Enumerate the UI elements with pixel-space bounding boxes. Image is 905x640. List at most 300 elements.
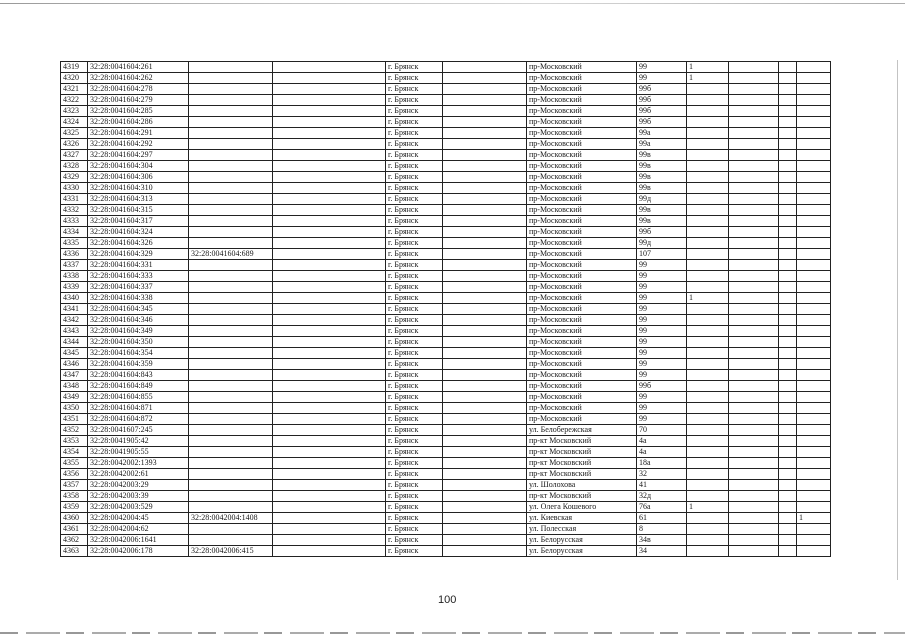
cell-flag: 1: [687, 293, 729, 304]
cell-linked-cadastral-number: [189, 535, 273, 546]
cell-house-number: 99: [637, 414, 687, 425]
cell-empty: [273, 359, 386, 370]
cell-flag: [729, 238, 779, 249]
cell-flag: [797, 216, 831, 227]
cell-cadastral-number: 32:28:0041604:315: [88, 205, 189, 216]
cell-empty: [273, 84, 386, 95]
cell-flag: [687, 260, 729, 271]
cell-empty: [443, 150, 527, 161]
table-row: [61, 502, 831, 513]
cell-record-number: 4358: [61, 491, 88, 502]
cell-empty: [443, 337, 527, 348]
cell-empty: [273, 315, 386, 326]
cell-empty: [443, 84, 527, 95]
cell-street: пр-Московский: [527, 128, 637, 139]
cell-flag: [687, 194, 729, 205]
cell-flag: [797, 392, 831, 403]
cell-flag: [779, 502, 797, 513]
cell-cadastral-number: 32:28:0041604:849: [88, 381, 189, 392]
cell-empty: [443, 271, 527, 282]
cell-record-number: 4329: [61, 172, 88, 183]
cell-flag: [779, 62, 797, 73]
cell-empty: [443, 425, 527, 436]
cell-flag: [797, 161, 831, 172]
cell-linked-cadastral-number: [189, 392, 273, 403]
cell-record-number: 4360: [61, 513, 88, 524]
cell-house-number: 99: [637, 304, 687, 315]
cell-flag: [729, 359, 779, 370]
cell-record-number: 4338: [61, 271, 88, 282]
cell-street: пр-кт Московский: [527, 458, 637, 469]
cell-flag: [797, 150, 831, 161]
cell-house-number: 99: [637, 62, 687, 73]
cell-empty: [273, 535, 386, 546]
cell-cadastral-number: 32:28:0042003:29: [88, 480, 189, 491]
cell-flag: 1: [687, 502, 729, 513]
cell-city: г. Брянск: [386, 293, 443, 304]
cell-street: пр-кт Московский: [527, 491, 637, 502]
cell-flag: [779, 238, 797, 249]
cell-city: г. Брянск: [386, 337, 443, 348]
cell-flag: [797, 260, 831, 271]
cell-cadastral-number: 32:28:0042006:1641: [88, 535, 189, 546]
table-row: [61, 238, 831, 249]
cell-linked-cadastral-number: [189, 370, 273, 381]
cell-flag: [779, 172, 797, 183]
cell-empty: [443, 513, 527, 524]
cell-cadastral-number: 32:28:0041905:55: [88, 447, 189, 458]
cell-house-number: 99д: [637, 194, 687, 205]
cell-record-number: 4335: [61, 238, 88, 249]
cell-city: г. Брянск: [386, 535, 443, 546]
cell-street: пр-Московский: [527, 271, 637, 282]
cell-flag: [779, 73, 797, 84]
cell-city: г. Брянск: [386, 502, 443, 513]
cell-empty: [443, 128, 527, 139]
cell-flag: [687, 304, 729, 315]
cell-flag: [729, 480, 779, 491]
cell-flag: [779, 293, 797, 304]
table-row: [61, 227, 831, 238]
cell-city: г. Брянск: [386, 216, 443, 227]
page-number: 100: [438, 594, 457, 606]
cell-cadastral-number: 32:28:0041604:262: [88, 73, 189, 84]
cell-house-number: 61: [637, 513, 687, 524]
cell-flag: [797, 502, 831, 513]
cell-linked-cadastral-number: [189, 128, 273, 139]
cell-street: пр-Московский: [527, 106, 637, 117]
cell-record-number: 4342: [61, 315, 88, 326]
table-row: [61, 403, 831, 414]
cell-flag: [729, 106, 779, 117]
cell-city: г. Брянск: [386, 84, 443, 95]
cell-flag: [729, 271, 779, 282]
cell-city: г. Брянск: [386, 458, 443, 469]
cell-house-number: 99б: [637, 381, 687, 392]
cell-flag: [797, 271, 831, 282]
cell-empty: [273, 194, 386, 205]
cell-city: г. Брянск: [386, 260, 443, 271]
cell-linked-cadastral-number: [189, 205, 273, 216]
cell-flag: [797, 238, 831, 249]
cell-record-number: 4340: [61, 293, 88, 304]
cell-flag: [729, 491, 779, 502]
cell-city: г. Брянск: [386, 150, 443, 161]
cell-empty: [273, 392, 386, 403]
cell-flag: [779, 491, 797, 502]
cell-flag: [779, 282, 797, 293]
cell-flag: [797, 535, 831, 546]
table-row: [61, 194, 831, 205]
cell-cadastral-number: 32:28:0041604:349: [88, 326, 189, 337]
cell-flag: [729, 392, 779, 403]
cell-record-number: 4361: [61, 524, 88, 535]
cell-city: г. Брянск: [386, 128, 443, 139]
cell-flag: [687, 216, 729, 227]
cell-empty: [273, 513, 386, 524]
cell-flag: [797, 458, 831, 469]
cell-flag: [729, 73, 779, 84]
cell-city: г. Брянск: [386, 249, 443, 260]
cell-house-number: 99: [637, 293, 687, 304]
table-row: [61, 282, 831, 293]
cell-record-number: 4346: [61, 359, 88, 370]
cell-record-number: 4323: [61, 106, 88, 117]
cell-flag: [779, 161, 797, 172]
table-row: [61, 62, 831, 73]
cell-flag: [729, 535, 779, 546]
cell-cadastral-number: 32:28:0041905:42: [88, 436, 189, 447]
cell-flag: [797, 304, 831, 315]
cell-house-number: 99в: [637, 183, 687, 194]
cell-flag: [687, 392, 729, 403]
cell-flag: [687, 370, 729, 381]
table-row: [61, 370, 831, 381]
cell-flag: [779, 480, 797, 491]
cell-linked-cadastral-number: [189, 282, 273, 293]
cell-cadastral-number: 32:28:0041604:285: [88, 106, 189, 117]
cell-flag: [797, 403, 831, 414]
cell-flag: [797, 546, 831, 557]
cell-record-number: 4327: [61, 150, 88, 161]
cell-flag: [797, 480, 831, 491]
cell-record-number: 4330: [61, 183, 88, 194]
cell-empty: [443, 293, 527, 304]
cell-flag: [797, 469, 831, 480]
cell-record-number: 4334: [61, 227, 88, 238]
cell-city: г. Брянск: [386, 370, 443, 381]
cell-empty: [273, 238, 386, 249]
cell-linked-cadastral-number: [189, 304, 273, 315]
cell-street: ул. Полесская: [527, 524, 637, 535]
table-row: [61, 117, 831, 128]
cell-house-number: 99в: [637, 161, 687, 172]
cell-linked-cadastral-number: 32:28:0042006:415: [189, 546, 273, 557]
table-row: [61, 348, 831, 359]
cell-city: г. Брянск: [386, 282, 443, 293]
cell-flag: [729, 370, 779, 381]
cell-cadastral-number: 32:28:0041604:292: [88, 139, 189, 150]
cell-empty: [273, 414, 386, 425]
cell-linked-cadastral-number: [189, 381, 273, 392]
cell-street: пр-кт Московский: [527, 447, 637, 458]
cell-flag: [779, 150, 797, 161]
cell-record-number: 4353: [61, 436, 88, 447]
cell-cadastral-number: 32:28:0041604:329: [88, 249, 189, 260]
cell-empty: [273, 370, 386, 381]
cell-empty: [273, 458, 386, 469]
cell-empty: [443, 216, 527, 227]
cell-flag: [729, 293, 779, 304]
table-row: [61, 205, 831, 216]
cell-cadastral-number: 32:28:0041604:324: [88, 227, 189, 238]
cell-flag: [729, 458, 779, 469]
cell-city: г. Брянск: [386, 106, 443, 117]
cell-empty: [443, 249, 527, 260]
cell-flag: [729, 183, 779, 194]
cell-flag: [779, 337, 797, 348]
cell-linked-cadastral-number: [189, 84, 273, 95]
cell-flag: [797, 359, 831, 370]
cell-empty: [273, 326, 386, 337]
cell-street: пр-Московский: [527, 293, 637, 304]
cell-flag: [779, 95, 797, 106]
cell-city: г. Брянск: [386, 326, 443, 337]
cell-flag: [797, 414, 831, 425]
cell-city: г. Брянск: [386, 161, 443, 172]
cell-empty: [273, 524, 386, 535]
cell-flag: [687, 425, 729, 436]
cell-flag: [779, 403, 797, 414]
table-row: [61, 183, 831, 194]
cell-street: ул. Олега Кошевого: [527, 502, 637, 513]
cell-cadastral-number: 32:28:0042002:1393: [88, 458, 189, 469]
cell-city: г. Брянск: [386, 62, 443, 73]
cell-cadastral-number: 32:28:0041604:338: [88, 293, 189, 304]
cell-street: пр-Московский: [527, 216, 637, 227]
cell-flag: [687, 282, 729, 293]
cell-street: пр-Московский: [527, 337, 637, 348]
cell-flag: [687, 447, 729, 458]
cell-flag: [779, 425, 797, 436]
cell-flag: [797, 95, 831, 106]
table-row: [61, 172, 831, 183]
cell-empty: [273, 282, 386, 293]
cell-house-number: 107: [637, 249, 687, 260]
cell-city: г. Брянск: [386, 491, 443, 502]
cell-flag: [687, 249, 729, 260]
cell-house-number: 18а: [637, 458, 687, 469]
cell-flag: [779, 436, 797, 447]
cell-empty: [443, 458, 527, 469]
cell-flag: [729, 172, 779, 183]
table-row: [61, 535, 831, 546]
cell-flag: [687, 513, 729, 524]
table-row: [61, 150, 831, 161]
cell-flag: [729, 524, 779, 535]
cell-city: г. Брянск: [386, 117, 443, 128]
cell-flag: [729, 84, 779, 95]
cell-flag: [687, 106, 729, 117]
cell-flag: [729, 205, 779, 216]
cell-flag: [687, 117, 729, 128]
cell-record-number: 4324: [61, 117, 88, 128]
table-row: [61, 546, 831, 557]
cell-record-number: 4319: [61, 62, 88, 73]
cell-flag: [797, 205, 831, 216]
cell-empty: [443, 546, 527, 557]
cell-flag: [779, 469, 797, 480]
scan-border-bottom: [0, 632, 905, 634]
cell-empty: [273, 480, 386, 491]
cell-city: г. Брянск: [386, 436, 443, 447]
cell-flag: [797, 293, 831, 304]
cell-empty: [443, 436, 527, 447]
cell-flag: [729, 414, 779, 425]
cell-flag: [779, 326, 797, 337]
cell-flag: [687, 524, 729, 535]
cell-cadastral-number: 32:28:0041604:306: [88, 172, 189, 183]
scan-border-right: [897, 60, 898, 580]
cell-empty: [273, 502, 386, 513]
cell-flag: [779, 546, 797, 557]
cell-record-number: 4363: [61, 546, 88, 557]
cell-flag: [779, 381, 797, 392]
cell-linked-cadastral-number: [189, 238, 273, 249]
cell-flag: [729, 227, 779, 238]
cell-street: пр-Московский: [527, 205, 637, 216]
cell-flag: [779, 359, 797, 370]
cell-empty: [443, 183, 527, 194]
cell-city: г. Брянск: [386, 469, 443, 480]
cell-empty: [443, 502, 527, 513]
cell-street: пр-Московский: [527, 282, 637, 293]
cell-linked-cadastral-number: [189, 227, 273, 238]
cell-flag: [687, 381, 729, 392]
cell-flag: [779, 117, 797, 128]
cell-linked-cadastral-number: [189, 480, 273, 491]
table-row: [61, 73, 831, 84]
cell-street: пр-Московский: [527, 326, 637, 337]
cell-empty: [443, 95, 527, 106]
cell-cadastral-number: 32:28:0042003:39: [88, 491, 189, 502]
cell-empty: [273, 304, 386, 315]
cell-house-number: 99: [637, 348, 687, 359]
cell-cadastral-number: 32:28:0041604:350: [88, 337, 189, 348]
cell-flag: [797, 249, 831, 260]
cell-flag: [729, 326, 779, 337]
cell-cadastral-number: 32:28:0041604:359: [88, 359, 189, 370]
cell-street: пр-Московский: [527, 315, 637, 326]
cell-linked-cadastral-number: [189, 403, 273, 414]
cell-city: г. Брянск: [386, 392, 443, 403]
cell-linked-cadastral-number: 32:28:0041604:689: [189, 249, 273, 260]
cell-street: пр-Московский: [527, 161, 637, 172]
cell-flag: [779, 194, 797, 205]
table-row: [61, 128, 831, 139]
cell-empty: [273, 337, 386, 348]
cell-street: пр-Московский: [527, 370, 637, 381]
cell-house-number: 4а: [637, 436, 687, 447]
cell-linked-cadastral-number: [189, 414, 273, 425]
table-row: [61, 216, 831, 227]
cell-flag: [797, 117, 831, 128]
cell-cadastral-number: 32:28:0041604:855: [88, 392, 189, 403]
table-row: [61, 106, 831, 117]
cell-city: г. Брянск: [386, 414, 443, 425]
cell-flag: [687, 348, 729, 359]
cell-cadastral-number: 32:28:0041604:278: [88, 84, 189, 95]
cell-record-number: 4343: [61, 326, 88, 337]
table-row: [61, 480, 831, 491]
cell-flag: [687, 271, 729, 282]
cell-flag: [779, 348, 797, 359]
cell-flag: [729, 249, 779, 260]
cell-linked-cadastral-number: [189, 447, 273, 458]
cell-house-number: 99в: [637, 150, 687, 161]
cell-city: г. Брянск: [386, 183, 443, 194]
cell-flag: [779, 271, 797, 282]
cell-linked-cadastral-number: [189, 271, 273, 282]
cell-linked-cadastral-number: [189, 524, 273, 535]
cell-flag: [729, 304, 779, 315]
cell-record-number: 4320: [61, 73, 88, 84]
cell-empty: [273, 469, 386, 480]
cell-empty: [443, 304, 527, 315]
cell-flag: [729, 117, 779, 128]
cell-flag: [687, 84, 729, 95]
cell-empty: [443, 403, 527, 414]
cell-flag: [797, 139, 831, 150]
cell-linked-cadastral-number: [189, 491, 273, 502]
cell-empty: [273, 436, 386, 447]
cell-flag: [779, 513, 797, 524]
cell-city: г. Брянск: [386, 315, 443, 326]
cell-linked-cadastral-number: [189, 183, 273, 194]
table-row: [61, 293, 831, 304]
cell-flag: [797, 315, 831, 326]
cell-empty: [273, 205, 386, 216]
cell-city: г. Брянск: [386, 73, 443, 84]
cell-empty: [443, 480, 527, 491]
cell-record-number: 4339: [61, 282, 88, 293]
table-row: [61, 414, 831, 425]
cell-linked-cadastral-number: [189, 337, 273, 348]
cell-street: пр-Московский: [527, 392, 637, 403]
cell-flag: 1: [797, 513, 831, 524]
cell-street: пр-Московский: [527, 381, 637, 392]
table-row: [61, 304, 831, 315]
cell-flag: [797, 381, 831, 392]
cell-record-number: 4332: [61, 205, 88, 216]
cell-record-number: 4348: [61, 381, 88, 392]
cell-street: пр-Московский: [527, 95, 637, 106]
cell-street: пр-Московский: [527, 249, 637, 260]
cell-flag: [779, 249, 797, 260]
cell-record-number: 4349: [61, 392, 88, 403]
table-row: [61, 139, 831, 150]
cell-empty: [443, 106, 527, 117]
cell-flag: [687, 326, 729, 337]
table-row: [61, 392, 831, 403]
cell-cadastral-number: 32:28:0042004:45: [88, 513, 189, 524]
cell-house-number: 99в: [637, 205, 687, 216]
cell-empty: [443, 447, 527, 458]
cell-linked-cadastral-number: [189, 194, 273, 205]
cell-flag: [687, 436, 729, 447]
cell-flag: [687, 161, 729, 172]
table-row: [61, 326, 831, 337]
